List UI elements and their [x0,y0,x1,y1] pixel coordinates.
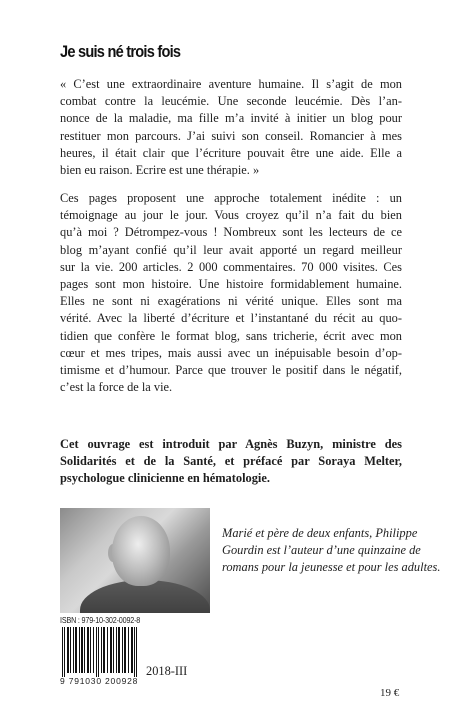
text-line: qu’à moi ? Détrompez-vous ! Nombreux sont les lecteurs de ce [60,225,402,240]
introduction-credits-paragraph [60,436,402,488]
author-photo [60,508,210,613]
text-line: Solidarités et de la Santé, et préfacé par Soraya Melter, [60,454,402,469]
price-label: 19 € [380,687,400,699]
text-line: Ces pages proposent une approche totalement inédite : un [60,191,402,205]
text-line: combat contre la leucémie. Une seconde leucémie. Dès l’an- [60,94,402,109]
barcode-icon [60,627,140,677]
text-line: pages sont mon histoire. Une histoire formidablement humaine. [60,277,402,292]
author-bio [222,525,441,577]
text-line: romans pour la jeunesse et pour les adultes. [222,560,441,575]
text-line: « C’est une extraordinaire aventure humaine. Il s’agit de mon [60,77,402,91]
text-line: restituer mon parcours. J’ai suivi son conseil. Romancier à mes [60,128,402,143]
edition-label: 2018-III [146,664,188,678]
text-line: heures, il était clair que l’écriture pouvait être une aide. Elle a [60,145,402,160]
book-title: Je suis né trois fois [60,42,181,61]
text-line: blog m’ayant confié qu’il leur avait apporté un regard meilleur [60,242,402,257]
text-line: témoignage au jour le jour. Vous croyez qu’il n’a fait du bien [60,208,402,223]
text-line: nonce de la maladie, ma fille m’a invité à initier un blog pour [60,111,402,126]
text-line: vérité. Avec la liberté d’écriture et l’instantané du récit au quo- [60,311,402,326]
text-line: Cet ouvrage est introduit par Agnès Buzyn, ministre des [60,437,402,451]
blurb-description-paragraph [60,190,402,396]
text-line: timisme et d’humour. Parce que trouver le positif dans le négatif, [60,363,402,378]
blurb-quote-paragraph [60,76,402,179]
text-line: Marié et père de deux enfants, Philippe [222,526,418,540]
text-line: Gourdin est l’auteur d’une quinzaine de [222,543,421,558]
text-line: tidien que confère le format blog, sans tricherie, écrit avec mon [60,328,402,343]
text-line: psychologue clinicienne en hématologie. [60,471,270,486]
text-line: c’est la force de la vie. [60,380,173,395]
barcode-digits: 9 791030 200928 [60,676,139,686]
text-line: sur la vie. 200 articles. 2 000 commentaires. 70 000 visites. Ces [60,259,402,274]
text-line: cœur et mes tripes, mais aussi avec un inépuisable besoin d’op- [60,345,402,360]
isbn-label: ISBN : 979-10-302-0092-8 [60,616,141,625]
author-photo-head [112,516,170,586]
text-line: Elles ne sont ni exagérations ni vérité unique. Elles sont ma [60,294,402,309]
text-line: bien eu raison. Ecrire est une thérapie. » [60,163,260,178]
